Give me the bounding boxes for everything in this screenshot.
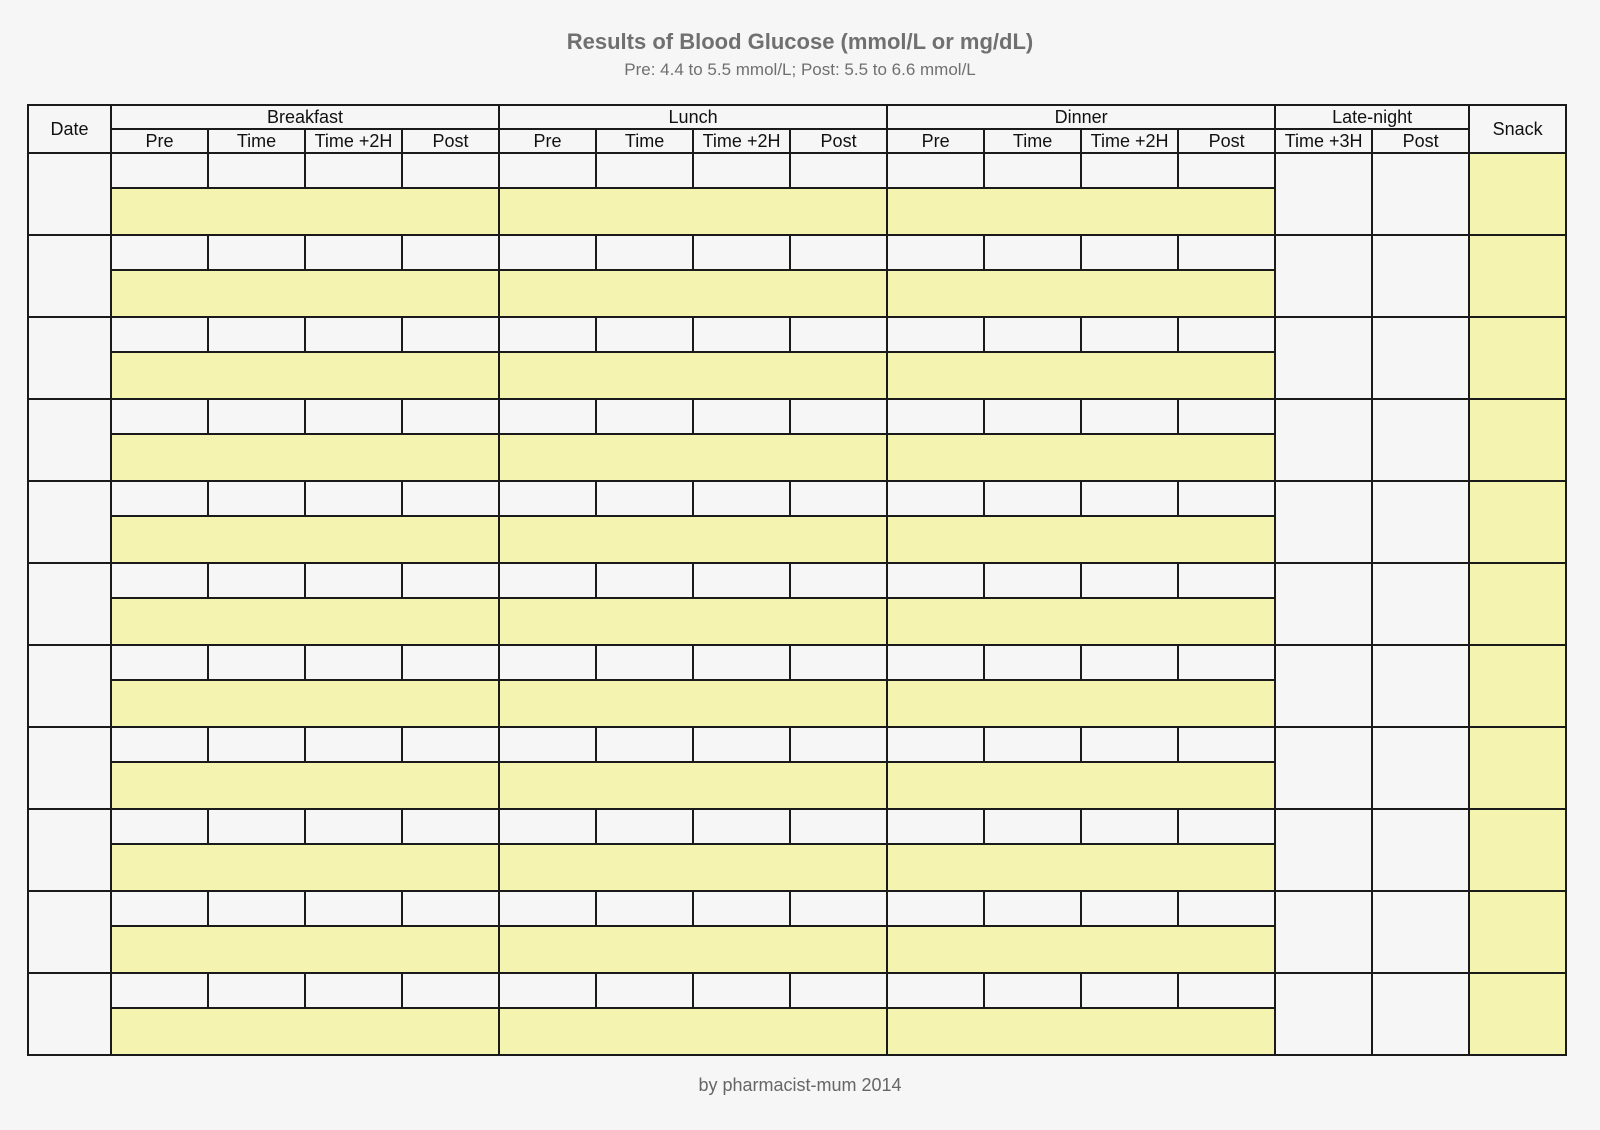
dinner-post-cell[interactable] xyxy=(1178,317,1275,352)
breakfast-pre-cell[interactable] xyxy=(111,481,208,516)
breakfast-time-2h-cell[interactable] xyxy=(305,809,402,844)
dinner-notes-cell[interactable] xyxy=(887,352,1275,399)
breakfast-post-header: Post xyxy=(402,129,499,153)
date-cell[interactable] xyxy=(28,973,111,1055)
breakfast-post-cell[interactable] xyxy=(402,891,499,926)
breakfast-pre-cell[interactable] xyxy=(111,235,208,270)
breakfast-time-cell[interactable] xyxy=(208,317,305,352)
snack-cell[interactable] xyxy=(1469,481,1566,563)
breakfast-time-2h-cell[interactable] xyxy=(305,481,402,516)
lunch-notes-cell[interactable] xyxy=(499,1008,887,1055)
lunch-time-cell[interactable] xyxy=(596,317,693,352)
dinner-time-cell[interactable] xyxy=(984,727,1081,762)
breakfast-time-cell[interactable] xyxy=(208,563,305,598)
late-night-time-3h-cell[interactable] xyxy=(1275,645,1372,727)
breakfast-notes-cell[interactable] xyxy=(111,680,499,727)
dinner-time-2h-cell[interactable] xyxy=(1081,809,1178,844)
dinner-notes-cell[interactable] xyxy=(887,680,1275,727)
dinner-post-cell[interactable] xyxy=(1178,645,1275,680)
lunch-notes-cell[interactable] xyxy=(499,516,887,563)
lunch-post-cell[interactable] xyxy=(790,973,887,1008)
credit-footer: by pharmacist-mum 2014 xyxy=(698,1075,902,1095)
target-range-subtitle: Pre: 4.4 to 5.5 mmol/L; Post: 5.5 to 6.6 mmol/L xyxy=(624,60,976,79)
breakfast-time-cell[interactable] xyxy=(208,235,305,270)
dinner-pre-header: Pre xyxy=(887,129,984,153)
breakfast-post-cell[interactable] xyxy=(402,481,499,516)
breakfast-time-header: Time xyxy=(208,129,305,153)
breakfast-post-cell[interactable] xyxy=(402,153,499,188)
late-night-time-3h-cell[interactable] xyxy=(1275,481,1372,563)
late-night-post-cell[interactable] xyxy=(1372,317,1469,399)
late-night-post-cell[interactable] xyxy=(1372,153,1469,235)
log-day-row xyxy=(28,481,1566,516)
lunch-time-cell[interactable] xyxy=(596,563,693,598)
lunch-pre-cell[interactable] xyxy=(499,481,596,516)
dinner-time-2h-cell[interactable] xyxy=(1081,645,1178,680)
snack-cell[interactable] xyxy=(1469,399,1566,481)
late-night-post-cell[interactable] xyxy=(1372,235,1469,317)
late-night-post-cell[interactable] xyxy=(1372,481,1469,563)
dinner-time-2h-cell[interactable] xyxy=(1081,563,1178,598)
dinner-pre-cell[interactable] xyxy=(887,973,984,1008)
dinner-notes-cell[interactable] xyxy=(887,762,1275,809)
lunch-time-2h-cell[interactable] xyxy=(693,399,790,434)
lunch-time-2h-cell[interactable] xyxy=(693,891,790,926)
late-night-time-3h-cell[interactable] xyxy=(1275,809,1372,891)
lunch-post-cell[interactable] xyxy=(790,809,887,844)
dinner-time-cell[interactable] xyxy=(984,317,1081,352)
breakfast-post-cell[interactable] xyxy=(402,809,499,844)
date-cell[interactable] xyxy=(28,399,111,481)
snack-cell[interactable] xyxy=(1469,727,1566,809)
breakfast-time-2h-cell[interactable] xyxy=(305,399,402,434)
lunch-pre-cell[interactable] xyxy=(499,235,596,270)
lunch-post-header: Post xyxy=(790,129,887,153)
breakfast-time-2h-cell[interactable] xyxy=(305,727,402,762)
lunch-post-cell[interactable] xyxy=(790,235,887,270)
breakfast-pre-cell[interactable] xyxy=(111,399,208,434)
dinner-pre-cell[interactable] xyxy=(887,399,984,434)
dinner-pre-cell[interactable] xyxy=(887,645,984,680)
dinner-time-cell[interactable] xyxy=(984,973,1081,1008)
lunch-notes-cell[interactable] xyxy=(499,680,887,727)
snack-header: Snack xyxy=(1469,105,1566,153)
late-night-post-cell[interactable] xyxy=(1372,399,1469,481)
log-day-row xyxy=(28,235,1566,270)
dinner-post-cell[interactable] xyxy=(1178,891,1275,926)
dinner-time-2h-cell[interactable] xyxy=(1081,235,1178,270)
lunch-time-cell[interactable] xyxy=(596,481,693,516)
late-night-time-3h-cell[interactable] xyxy=(1275,973,1372,1055)
lunch-notes-cell[interactable] xyxy=(499,926,887,973)
breakfast-time-2h-cell[interactable] xyxy=(305,153,402,188)
dinner-pre-cell[interactable] xyxy=(887,563,984,598)
dinner-time-2h-cell[interactable] xyxy=(1081,481,1178,516)
dinner-post-cell[interactable] xyxy=(1178,481,1275,516)
breakfast-post-cell[interactable] xyxy=(402,399,499,434)
late-night-time-3h-cell[interactable] xyxy=(1275,317,1372,399)
dinner-notes-cell[interactable] xyxy=(887,434,1275,481)
breakfast-post-cell[interactable] xyxy=(402,235,499,270)
breakfast-time-2h-cell[interactable] xyxy=(305,645,402,680)
dinner-time-cell[interactable] xyxy=(984,399,1081,434)
breakfast-notes-cell[interactable] xyxy=(111,434,499,481)
breakfast-time-cell[interactable] xyxy=(208,399,305,434)
late-night-post-cell[interactable] xyxy=(1372,645,1469,727)
late-night-post-cell[interactable] xyxy=(1372,809,1469,891)
breakfast-pre-cell[interactable] xyxy=(111,973,208,1008)
snack-cell[interactable] xyxy=(1469,153,1566,235)
date-cell[interactable] xyxy=(28,317,111,399)
dinner-post-cell[interactable] xyxy=(1178,235,1275,270)
lunch-header: Lunch xyxy=(499,105,887,129)
breakfast-pre-cell[interactable] xyxy=(111,809,208,844)
log-day-row xyxy=(28,727,1566,762)
lunch-pre-cell[interactable] xyxy=(499,399,596,434)
dinner-post-cell[interactable] xyxy=(1178,809,1275,844)
breakfast-pre-header: Pre xyxy=(111,129,208,153)
lunch-time-2h-cell[interactable] xyxy=(693,235,790,270)
breakfast-pre-cell[interactable] xyxy=(111,645,208,680)
lunch-time-cell[interactable] xyxy=(596,645,693,680)
date-cell[interactable] xyxy=(28,235,111,317)
lunch-time-2h-cell[interactable] xyxy=(693,973,790,1008)
dinner-post-cell[interactable] xyxy=(1178,973,1275,1008)
dinner-time-cell[interactable] xyxy=(984,481,1081,516)
late-night-time-3h-cell[interactable] xyxy=(1275,891,1372,973)
breakfast-notes-cell[interactable] xyxy=(111,926,499,973)
breakfast-time-cell[interactable] xyxy=(208,727,305,762)
dinner-post-cell[interactable] xyxy=(1178,727,1275,762)
dinner-post-cell[interactable] xyxy=(1178,563,1275,598)
dinner-time-2h-cell[interactable] xyxy=(1081,399,1178,434)
lunch-pre-header: Pre xyxy=(499,129,596,153)
dinner-pre-cell[interactable] xyxy=(887,153,984,188)
dinner-time-header: Time xyxy=(984,129,1081,153)
breakfast-post-cell[interactable] xyxy=(402,563,499,598)
late-night-time-3h-cell[interactable] xyxy=(1275,727,1372,809)
dinner-pre-cell[interactable] xyxy=(887,235,984,270)
breakfast-time-2h-cell[interactable] xyxy=(305,235,402,270)
breakfast-post-cell[interactable] xyxy=(402,317,499,352)
breakfast-notes-cell[interactable] xyxy=(111,762,499,809)
dinner-pre-cell[interactable] xyxy=(887,809,984,844)
breakfast-time-2h-cell[interactable] xyxy=(305,891,402,926)
lunch-notes-cell[interactable] xyxy=(499,434,887,481)
lunch-time-2h-cell[interactable] xyxy=(693,563,790,598)
breakfast-notes-cell[interactable] xyxy=(111,270,499,317)
lunch-notes-cell[interactable] xyxy=(499,188,887,235)
date-cell[interactable] xyxy=(28,153,111,235)
dinner-time-cell[interactable] xyxy=(984,563,1081,598)
snack-cell[interactable] xyxy=(1469,235,1566,317)
glucose-log-table xyxy=(27,104,1567,1056)
late-night-time-3h-cell[interactable] xyxy=(1275,563,1372,645)
late-night-post-cell[interactable] xyxy=(1372,973,1469,1055)
lunch-notes-cell[interactable] xyxy=(499,270,887,317)
dinner-notes-cell[interactable] xyxy=(887,188,1275,235)
lunch-time-cell[interactable] xyxy=(596,891,693,926)
date-header: Date xyxy=(28,105,111,153)
lunch-notes-cell[interactable] xyxy=(499,844,887,891)
breakfast-pre-cell[interactable] xyxy=(111,317,208,352)
breakfast-time-2h-cell[interactable] xyxy=(305,563,402,598)
snack-cell[interactable] xyxy=(1469,645,1566,727)
date-cell[interactable] xyxy=(28,727,111,809)
dinner-pre-cell[interactable] xyxy=(887,727,984,762)
dinner-pre-cell[interactable] xyxy=(887,317,984,352)
column-header-row xyxy=(28,129,1566,153)
breakfast-notes-cell[interactable] xyxy=(111,516,499,563)
breakfast-time-cell[interactable] xyxy=(208,481,305,516)
dinner-post-cell[interactable] xyxy=(1178,153,1275,188)
late-night-time-3h-cell[interactable] xyxy=(1275,153,1372,235)
log-day-row xyxy=(28,153,1566,188)
date-cell[interactable] xyxy=(28,645,111,727)
log-day-row xyxy=(28,809,1566,844)
dinner-post-cell[interactable] xyxy=(1178,399,1275,434)
lunch-notes-cell[interactable] xyxy=(499,598,887,645)
lunch-time-cell[interactable] xyxy=(596,973,693,1008)
breakfast-time-cell[interactable] xyxy=(208,153,305,188)
lunch-post-cell[interactable] xyxy=(790,481,887,516)
dinner-notes-cell[interactable] xyxy=(887,270,1275,317)
dinner-notes-cell[interactable] xyxy=(887,844,1275,891)
lunch-time-cell[interactable] xyxy=(596,153,693,188)
lunch-notes-cell[interactable] xyxy=(499,352,887,399)
lunch-time-2h-cell[interactable] xyxy=(693,481,790,516)
lunch-time-2h-header: Time +2H xyxy=(693,129,790,153)
dinner-pre-cell[interactable] xyxy=(887,891,984,926)
lunch-post-cell[interactable] xyxy=(790,563,887,598)
dinner-time-2h-header: Time +2H xyxy=(1081,129,1178,153)
late-night-time-3h-cell[interactable] xyxy=(1275,399,1372,481)
dinner-time-cell[interactable] xyxy=(984,153,1081,188)
breakfast-notes-cell[interactable] xyxy=(111,598,499,645)
date-cell[interactable] xyxy=(28,809,111,891)
dinner-pre-cell[interactable] xyxy=(887,481,984,516)
lunch-pre-cell[interactable] xyxy=(499,317,596,352)
lunch-post-cell[interactable] xyxy=(790,153,887,188)
breakfast-notes-cell[interactable] xyxy=(111,188,499,235)
lunch-pre-cell[interactable] xyxy=(499,727,596,762)
lunch-pre-cell[interactable] xyxy=(499,563,596,598)
meal-header-row xyxy=(28,105,1566,129)
page-title: Results of Blood Glucose (mmol/L or mg/dL) xyxy=(566,29,1034,54)
dinner-notes-cell[interactable] xyxy=(887,926,1275,973)
lunch-time-cell[interactable] xyxy=(596,727,693,762)
dinner-time-cell[interactable] xyxy=(984,645,1081,680)
lunch-time-2h-cell[interactable] xyxy=(693,153,790,188)
lunch-notes-cell[interactable] xyxy=(499,762,887,809)
dinner-notes-cell[interactable] xyxy=(887,516,1275,563)
lunch-post-cell[interactable] xyxy=(790,727,887,762)
snack-cell[interactable] xyxy=(1469,973,1566,1055)
breakfast-time-2h-header: Time +2H xyxy=(305,129,402,153)
breakfast-pre-cell[interactable] xyxy=(111,563,208,598)
breakfast-pre-cell[interactable] xyxy=(111,153,208,188)
late-night-time-3h-header: Time +3H xyxy=(1275,129,1372,153)
lunch-time-cell[interactable] xyxy=(596,399,693,434)
lunch-time-cell[interactable] xyxy=(596,809,693,844)
lunch-pre-cell[interactable] xyxy=(499,973,596,1008)
lunch-pre-cell[interactable] xyxy=(499,891,596,926)
log-body xyxy=(28,153,1566,1055)
late-night-post-cell[interactable] xyxy=(1372,563,1469,645)
late-night-time-3h-cell[interactable] xyxy=(1275,235,1372,317)
breakfast-time-cell[interactable] xyxy=(208,973,305,1008)
dinner-header: Dinner xyxy=(887,105,1275,129)
breakfast-time-2h-cell[interactable] xyxy=(305,317,402,352)
lunch-time-cell[interactable] xyxy=(596,235,693,270)
lunch-time-2h-cell[interactable] xyxy=(693,727,790,762)
breakfast-notes-cell[interactable] xyxy=(111,352,499,399)
lunch-pre-cell[interactable] xyxy=(499,809,596,844)
lunch-time-2h-cell[interactable] xyxy=(693,809,790,844)
lunch-time-header: Time xyxy=(596,129,693,153)
lunch-time-2h-cell[interactable] xyxy=(693,317,790,352)
date-cell[interactable] xyxy=(28,481,111,563)
dinner-time-2h-cell[interactable] xyxy=(1081,153,1178,188)
breakfast-post-cell[interactable] xyxy=(402,973,499,1008)
breakfast-post-cell[interactable] xyxy=(402,727,499,762)
dinner-notes-cell[interactable] xyxy=(887,598,1275,645)
dinner-time-2h-cell[interactable] xyxy=(1081,317,1178,352)
log-day-row xyxy=(28,317,1566,352)
breakfast-notes-cell[interactable] xyxy=(111,1008,499,1055)
lunch-pre-cell[interactable] xyxy=(499,645,596,680)
breakfast-time-cell[interactable] xyxy=(208,891,305,926)
lunch-pre-cell[interactable] xyxy=(499,153,596,188)
breakfast-header: Breakfast xyxy=(111,105,499,129)
log-day-row xyxy=(28,645,1566,680)
dinner-time-cell[interactable] xyxy=(984,891,1081,926)
lunch-post-cell[interactable] xyxy=(790,317,887,352)
lunch-time-2h-cell[interactable] xyxy=(693,645,790,680)
breakfast-pre-cell[interactable] xyxy=(111,727,208,762)
log-day-row xyxy=(28,973,1566,1008)
lunch-post-cell[interactable] xyxy=(790,645,887,680)
log-day-row xyxy=(28,399,1566,434)
dinner-time-2h-cell[interactable] xyxy=(1081,973,1178,1008)
log-day-row xyxy=(28,563,1566,598)
breakfast-notes-cell[interactable] xyxy=(111,844,499,891)
late-night-post-cell[interactable] xyxy=(1372,727,1469,809)
date-cell[interactable] xyxy=(28,563,111,645)
snack-cell[interactable] xyxy=(1469,809,1566,891)
late-night-header: Late-night xyxy=(1275,105,1469,129)
dinner-time-cell[interactable] xyxy=(984,235,1081,270)
dinner-time-2h-cell[interactable] xyxy=(1081,727,1178,762)
dinner-time-cell[interactable] xyxy=(984,809,1081,844)
late-night-post-cell[interactable] xyxy=(1372,891,1469,973)
breakfast-pre-cell[interactable] xyxy=(111,891,208,926)
breakfast-time-cell[interactable] xyxy=(208,809,305,844)
log-day-row xyxy=(28,891,1566,926)
breakfast-time-2h-cell[interactable] xyxy=(305,973,402,1008)
date-cell[interactable] xyxy=(28,891,111,973)
snack-cell[interactable] xyxy=(1469,891,1566,973)
snack-cell[interactable] xyxy=(1469,563,1566,645)
late-night-post-header: Post xyxy=(1372,129,1469,153)
dinner-time-2h-cell[interactable] xyxy=(1081,891,1178,926)
breakfast-time-cell[interactable] xyxy=(208,645,305,680)
snack-cell[interactable] xyxy=(1469,317,1566,399)
dinner-notes-cell[interactable] xyxy=(887,1008,1275,1055)
breakfast-post-cell[interactable] xyxy=(402,645,499,680)
lunch-post-cell[interactable] xyxy=(790,399,887,434)
lunch-post-cell[interactable] xyxy=(790,891,887,926)
dinner-post-header: Post xyxy=(1178,129,1275,153)
